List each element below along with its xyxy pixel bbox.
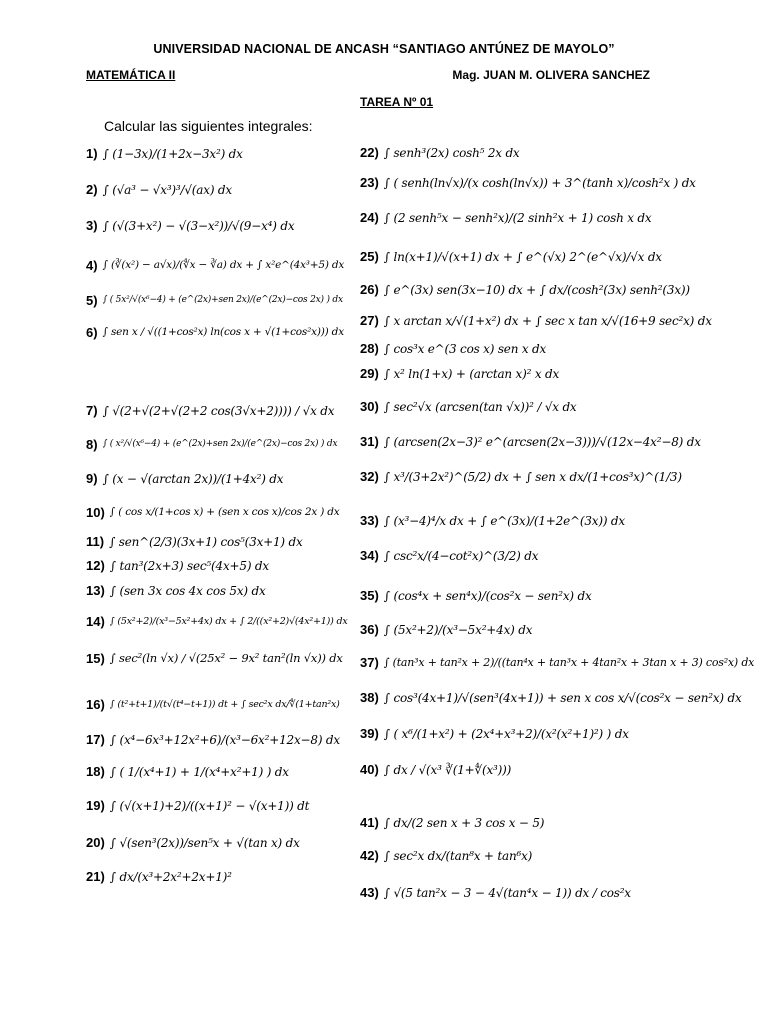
problem-number: 41) (360, 815, 379, 830)
problem-5 (86, 294, 343, 307)
assignment-title: TAREA Nº 01 (360, 95, 434, 109)
problem-expression: ∫ sec²x dx/(tan⁸x + tan⁶x) (383, 848, 533, 863)
problem-21 (86, 870, 232, 883)
problem-expression: ∫ x³/(3+2x²)^(5/2) dx + ∫ sen x dx/(1+cos³x)^(1/3) (383, 469, 682, 484)
problem-16 (86, 698, 340, 711)
problem-expression: ∫ x arctan x/√(1+x²) dx + ∫ sec x tan x/√(16+9 sec²x) dx (383, 313, 712, 328)
problem-number: 11) (86, 534, 105, 549)
problem-expression: ∫ (sen 3x cos 4x cos 5x) dx (109, 583, 266, 598)
problem-20 (86, 836, 300, 849)
problem-6 (86, 326, 344, 339)
problem-expression: ∫ dx / √(x³ ∛(1+∜(x³))) (383, 762, 512, 777)
problem-expression: ∫ sen^(2/3)(3x+1) cos⁵(3x+1) dx (109, 534, 303, 549)
problem-7 (86, 404, 334, 417)
problem-expression: ∫ dx/(x³+2x²+2x+1)² (109, 869, 232, 884)
problem-number: 25) (360, 249, 379, 264)
problem-number: 28) (360, 341, 379, 356)
problem-number: 39) (360, 726, 379, 741)
problem-41 (360, 816, 544, 829)
problem-number: 24) (360, 210, 379, 225)
problem-number: 17) (86, 732, 105, 747)
problem-39 (360, 727, 629, 740)
problem-17 (86, 733, 340, 746)
problem-26 (360, 283, 690, 296)
problem-expression: ∫ x² ln(1+x) + (arctan x)² x dx (383, 366, 560, 381)
problem-number: 4) (86, 258, 98, 273)
problem-expression: ∫ (5x²+2)/(x³−5x²+4x) dx + ∫ 2/((x²+2)√(4x²+1)) dx (109, 615, 348, 627)
problem-43 (360, 886, 631, 899)
problem-number: 9) (86, 471, 98, 486)
problem-number: 10) (86, 505, 105, 520)
instructions: Calcular las siguientes integrales: (104, 118, 313, 134)
problem-expression: ∫ (x³−4)⁴/x dx + ∫ e^(3x)/(1+2e^(3x)) dx (383, 513, 625, 528)
problem-expression: ∫ (√(x+1)+2)/((x+1)² − √(x+1)) dt (109, 798, 310, 813)
problem-2 (86, 183, 232, 196)
problem-14 (86, 615, 348, 628)
problem-number: 33) (360, 513, 379, 528)
problem-30 (360, 400, 577, 413)
problem-number: 13) (86, 583, 105, 598)
problem-12 (86, 559, 269, 572)
problem-27 (360, 314, 712, 327)
problem-expression: ∫ e^(3x) sen(3x−10) dx + ∫ dx/(cosh²(3x) senh²(3x)) (383, 282, 690, 297)
problem-35 (360, 589, 592, 602)
problem-number: 37) (360, 655, 379, 670)
problem-expression: ∫ (x − √(arctan 2x))/(1+4x²) dx (102, 471, 284, 486)
problem-number: 7) (86, 403, 98, 418)
problem-33 (360, 514, 625, 527)
problem-number: 31) (360, 434, 379, 449)
problem-number: 18) (86, 764, 105, 779)
problem-number: 42) (360, 848, 379, 863)
problem-11 (86, 535, 303, 548)
problem-number: 3) (86, 218, 98, 233)
problem-expression: ∫ (√a³ − √x³)³/√(ax) dx (102, 182, 232, 197)
problem-number: 2) (86, 182, 98, 197)
problem-number: 12) (86, 558, 105, 573)
problem-number: 43) (360, 885, 379, 900)
problem-expression: ∫ ( x²/√(x⁶−4) + (e^(2x)+sen 2x)/(e^(2x)−cos 2x) ) dx (102, 439, 338, 449)
problem-expression: ∫ tan³(2x+3) sec⁵(4x+5) dx (109, 558, 269, 573)
problem-expression: ∫ sec²(ln √x) / √(25x² − 9x² tan²(ln √x)) dx (109, 650, 343, 665)
problem-13 (86, 584, 266, 597)
problem-number: 23) (360, 175, 379, 190)
university-title: UNIVERSIDAD NACIONAL DE ANCASH “SANTIAGO ANTÚNEZ DE MAYOLO” (153, 42, 615, 56)
problem-number: 6) (86, 325, 98, 340)
problem-expression: ∫ ( senh(ln√x)/(x cosh(ln√x)) + 3^(tanh x)/cosh²x ) dx (383, 175, 696, 190)
problem-expression: ∫ ( 5x²/√(x⁶−4) + (e^(2x)+sen 2x)/(e^(2x)−cos 2x) ) dx (102, 295, 343, 305)
problem-expression: ∫ (√(3+x²) − √(3−x²))/√(9−x⁴) dx (102, 218, 295, 233)
problem-number: 5) (86, 293, 98, 308)
problem-22 (360, 146, 520, 159)
problem-37 (360, 656, 754, 669)
problem-number: 8) (86, 437, 98, 452)
problem-number: 38) (360, 690, 379, 705)
problem-3 (86, 219, 294, 232)
problem-expression: ∫ ( 1/(x⁴+1) + 1/(x⁴+x²+1) ) dx (109, 764, 289, 779)
problem-38 (360, 691, 742, 704)
problem-8 (86, 438, 337, 451)
problem-number: 14) (86, 614, 105, 629)
problem-29 (360, 367, 559, 380)
problem-number: 20) (86, 835, 105, 850)
problem-expression: ∫ √(2+√(2+√(2+2 cos(3√x+2)))) / √x dx (102, 403, 335, 418)
problem-28 (360, 342, 546, 355)
problem-25 (360, 250, 662, 263)
problem-number: 1) (86, 146, 98, 161)
professor-name: Mag. JUAN M. OLIVERA SANCHEZ (452, 68, 650, 82)
problem-expression: ∫ (1−3x)/(1+2x−3x²) dx (102, 146, 243, 161)
problem-number: 16) (86, 697, 105, 712)
problem-number: 34) (360, 548, 379, 563)
problem-19 (86, 799, 309, 812)
problem-18 (86, 765, 289, 778)
problem-expression: ∫ cos³(4x+1)/√(sen³(4x+1)) + sen x cos x/√(cos²x − sen²x) dx (383, 690, 742, 705)
problem-expression: ∫ (tan³x + tan²x + 2)/((tan⁴x + tan³x + 4tan²x + 3tan x + 3) cos²x) dx (383, 656, 755, 669)
problem-expression: ∫ cos³x e^(3 cos x) sen x dx (383, 341, 547, 356)
problem-expression: ∫ (t²+t+1)/(t√(t⁴−t+1)) dt + ∫ sec²x dx/∜(1+tan²x) (109, 698, 340, 710)
problem-15 (86, 652, 343, 665)
problem-24 (360, 211, 651, 224)
problem-34 (360, 549, 538, 562)
problem-1 (86, 147, 243, 160)
problem-number: 26) (360, 282, 379, 297)
problem-expression: ∫ (∛(x²) − a√x)/(∜x − ∛a) dx + ∫ x²e^(4x³+5) dx (102, 259, 345, 272)
problem-expression: ∫ (arcsen(2x−3)² e^(arcsen(2x−3)))/√(12x−4x²−8) dx (383, 434, 701, 449)
problem-number: 29) (360, 366, 379, 381)
problem-42 (360, 849, 532, 862)
problem-expression: ∫ sec²√x (arcsen(tan √x))² / √x dx (383, 399, 577, 414)
problem-23 (360, 176, 696, 189)
problem-expression: ∫ ( x⁶/(1+x²) + (2x⁴+x³+2)/(x²(x²+1)²) ) dx (383, 726, 629, 741)
problem-number: 22) (360, 145, 379, 160)
problem-31 (360, 435, 701, 448)
problem-expression: ∫ ( cos x/(1+cos x) + (sen x cos x)/cos 2x ) dx (109, 506, 340, 519)
problem-expression: ∫ (x⁴−6x³+12x²+6)/(x³−6x²+12x−8) dx (109, 732, 340, 747)
problem-expression: ∫ ln(x+1)/√(x+1) dx + ∫ e^(√x) 2^(e^√x)/√x dx (383, 249, 662, 264)
problem-expression: ∫ csc²x/(4−cot²x)^(3/2) dx (383, 548, 539, 563)
problem-expression: ∫ dx/(2 sen x + 3 cos x − 5) (383, 815, 545, 830)
problem-32 (360, 470, 682, 483)
problem-number: 19) (86, 798, 105, 813)
problem-number: 21) (86, 869, 105, 884)
problem-9 (86, 472, 283, 485)
problem-number: 30) (360, 399, 379, 414)
problem-36 (360, 623, 532, 636)
problem-expression: ∫ (5x²+2)/(x³−5x²+4x) dx (383, 622, 533, 637)
problem-10 (86, 506, 340, 519)
problem-number: 36) (360, 622, 379, 637)
problem-number: 32) (360, 469, 379, 484)
problem-expression: ∫ (cos⁴x + sen⁴x)/(cos²x − sen²x) dx (383, 588, 592, 603)
problem-expression: ∫ senh³(2x) cosh⁵ 2x dx (383, 145, 520, 160)
problem-number: 35) (360, 588, 379, 603)
problem-number: 27) (360, 313, 379, 328)
problem-number: 15) (86, 651, 105, 666)
problem-expression: ∫ √(5 tan²x − 3 − 4√(tan⁴x − 1)) dx / cos²x (383, 885, 631, 900)
problem-expression: ∫ (2 senh⁵x − senh²x)/(2 sinh²x + 1) cosh x dx (383, 210, 652, 225)
course-name: MATEMÁTICA II (86, 68, 176, 82)
problem-40 (360, 763, 511, 776)
problem-number: 40) (360, 762, 379, 777)
problem-expression: ∫ √(sen³(2x))/sen⁵x + √(tan x) dx (109, 835, 300, 850)
problem-expression: ∫ sen x / √((1+cos²x) ln(cos x + √(1+cos²x))) dx (102, 326, 344, 339)
problem-4 (86, 259, 344, 272)
